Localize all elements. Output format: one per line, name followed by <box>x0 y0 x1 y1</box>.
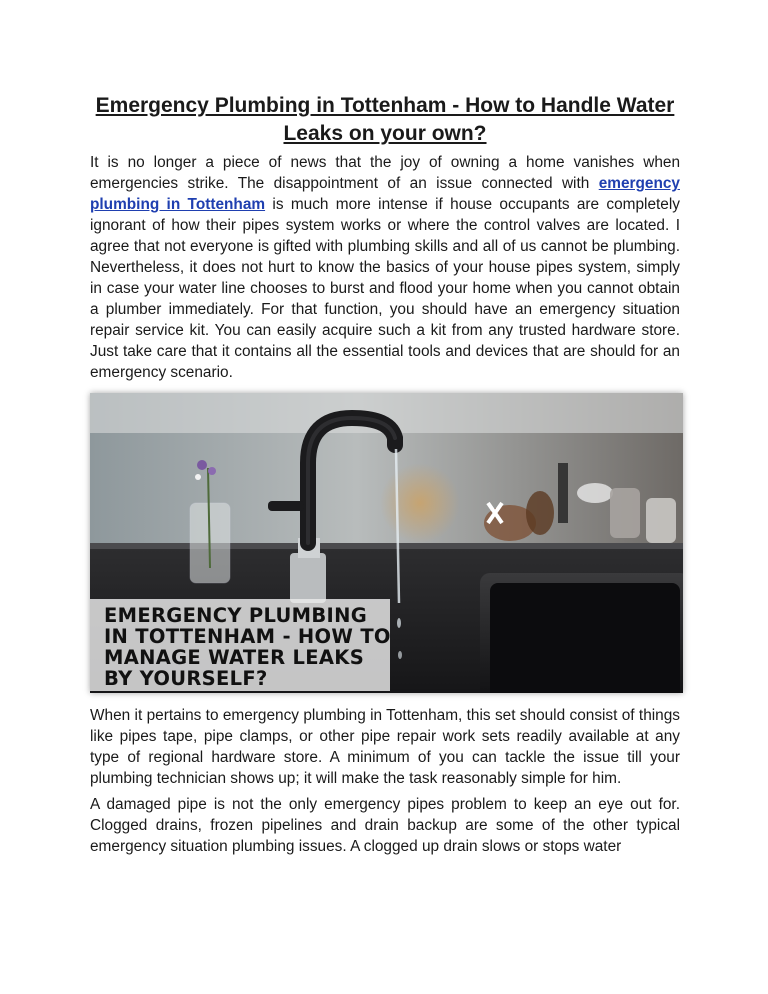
paragraph-intro-text-a: It is no longer a piece of news that the joy of owning a home vanishes when emergencies strike. The disappointment of an issue connected with <box>90 154 680 192</box>
document-page <box>90 92 680 857</box>
paragraph-repair-kit: When it pertains to emergency plumbing in Tottenham, this set should consist of things like pipes tape, pipe clamps, or other pipe repair work sets readily available at any type of regional hardware store. A minimum of you can tackle the issue till your plumbing technician shows up; it will make the task reasonably simple for him. <box>90 707 680 787</box>
paragraph-other-problems: A damaged pipe is not the only emergency pipes problem to keep an eye out for. Clogged drains, frozen pipelines and drain backup are some of the other typical emergency situation plumbing issues. A clogged up drain slows or stops water <box>90 796 680 855</box>
caption-line: BY YOURSELF? <box>104 667 268 690</box>
paragraph-intro-text-b: is much more intense if house occupants are completely ignorant of how their pipes system works or where the control valves are located. I agree that not everyone is gifted with plumbing skills and all of us cannot be plumbing. Nevertheless, it does not hurt to know the basics of your house pipes system, simply in case your water line chooses to burst and flood your home when you cannot obtain a plumber immediately. For that function, you should have an emergency situation repair service kit. You can easily acquire such a kit from any trusted hardware store. Just take care that it contains all the essential tools and devices that are should for an emergency scenario. <box>90 196 680 381</box>
faucet-photo <box>90 393 683 693</box>
emergency-plumbing-link[interactable]: emergency plumbing in Tottenham <box>90 175 680 213</box>
image-caption-overlay <box>90 599 390 691</box>
caption-line: IN TOTTENHAM - HOW TO <box>104 625 391 648</box>
paragraph-intro <box>90 152 680 383</box>
document-title: Emergency Plumbing in Tottenham - How to Handle Water Leaks on your own? <box>95 94 675 145</box>
caption-line: MANAGE WATER LEAKS <box>104 646 365 669</box>
caption-line: EMERGENCY PLUMBING <box>104 604 368 627</box>
